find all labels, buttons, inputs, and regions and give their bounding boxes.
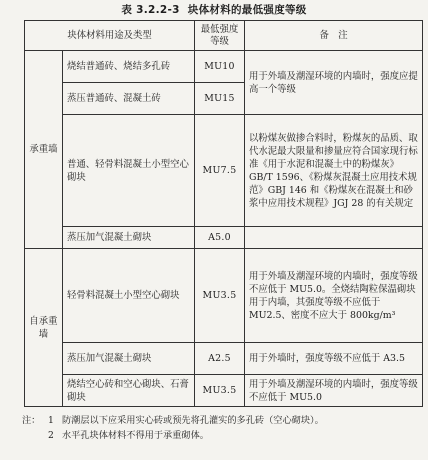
type-cell: 烧结普通砖、烧结多孔砖 xyxy=(63,51,195,83)
note-cell: 用于外墙及潮湿环境的内墙时，强度等级不应低于 MU5.0。全烧结陶粒保温砌块用于内墙，其强度等级不应低于 MU2.5、密度不应大于 800kg/m³ xyxy=(245,249,423,343)
type-cell: 轻骨料混凝土小型空心砌块 xyxy=(63,249,195,343)
table-number: 表 3.2.2-3 xyxy=(121,4,180,16)
header-row xyxy=(25,21,423,51)
note-cell: 以粉煤灰做掺合料时，粉煤灰的品质、取代水泥最大限量和掺量应符合国家现行标准《用于水泥和混凝土中的粉煤灰》GB/T 1596、《粉煤灰混凝土应用技术规范》GBJ 146 和《粉煤灰在混凝土和砂浆中应用技术规程》JGJ 28 的有关规定 xyxy=(245,115,423,227)
table-row xyxy=(25,375,423,407)
note-item xyxy=(22,428,422,443)
header-type: 块体材料用途及类型 xyxy=(25,21,195,51)
header-note: 备 注 xyxy=(245,21,423,51)
table-caption: 块体材料的最低强度等级 xyxy=(187,4,307,16)
table-row xyxy=(25,343,423,375)
note-item xyxy=(22,413,422,428)
table-row xyxy=(25,249,423,343)
note-text: 水平孔块体材料不得用于承重砌体。 xyxy=(62,430,209,441)
grade-cell: MU3.5 xyxy=(195,375,245,407)
note-cell: 用于外墙及潮湿环境的内墙时，强度等级不应低于 MU5.0 xyxy=(245,375,423,407)
note-cell-empty xyxy=(245,227,423,249)
grade-cell: A2.5 xyxy=(195,343,245,375)
category-self-bearing: 自承重墙 xyxy=(25,249,63,407)
table-row xyxy=(25,115,423,227)
type-cell: 普通、轻骨料混凝土小型空心砌块 xyxy=(63,115,195,227)
type-cell: 蒸压加气混凝土砌块 xyxy=(63,343,195,375)
grade-cell: A5.0 xyxy=(195,227,245,249)
note-number: 1 xyxy=(48,415,54,426)
note-cell: 用于外墙时，强度等级不应低于 A3.5 xyxy=(245,343,423,375)
note-cell: 用于外墙及潮湿环境的内墙时，强度应提高一个等级 xyxy=(245,51,423,115)
category-load-bearing: 承重墙 xyxy=(25,51,63,249)
table-title xyxy=(0,2,428,17)
grade-cell: MU15 xyxy=(195,83,245,115)
note-number: 2 xyxy=(48,430,54,441)
grade-cell: MU3.5 xyxy=(195,249,245,343)
type-cell: 蒸压普通砖、混凝土砖 xyxy=(63,83,195,115)
grade-cell: MU10 xyxy=(195,51,245,83)
table-row xyxy=(25,51,423,83)
notes-label: 注： xyxy=(22,415,41,426)
table-notes xyxy=(22,413,422,443)
type-cell: 蒸压加气混凝土砌块 xyxy=(63,227,195,249)
header-grade: 最低强度等级 xyxy=(195,21,245,51)
grade-cell: MU7.5 xyxy=(195,115,245,227)
type-cell: 烧结空心砖和空心砌块、石膏砌块 xyxy=(63,375,195,407)
note-text: 防潮层以下应采用实心砖或预先将孔灌实的多孔砖（空心砌块）。 xyxy=(62,415,324,426)
table-row xyxy=(25,227,423,249)
strength-grade-table xyxy=(24,20,423,407)
